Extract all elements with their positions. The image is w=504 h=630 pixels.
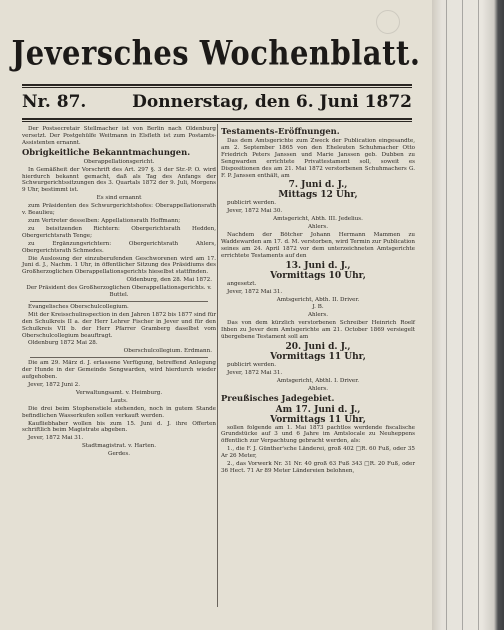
notice-paragraph: Oldenburg 1872 Mai 28. — [28, 340, 98, 347]
notice-paragraph: Jever, 1872 Juni 2. — [28, 382, 81, 388]
notice-paragraph: Nachdem der Bötcher Johann Hermann Mammen zu Waddewarden am 17. d. M. verstorben, wird Termin zur Publication seines am 24. April 1872 vor dem unterzeichneten Amtsgerichte errichtete Testaments auf den — [221, 232, 415, 259]
notice-paragraph: sollen folgende am 1. Mai 1873 pachtlos werdende fiscalische Grundstücke auf 3 und 6 Jahre im Amtslocale zu Neuheppens öffentlich zur Verpachtung gebracht werden, als: — [221, 424, 415, 445]
notice-paragraph: Das von dem kürzlich verstorbenen Schreiber Heinrich Roelf Ihben zu Jever dem Amtsgerichte am 21. October 1869 versiegelt übergebene Testament soll am — [221, 320, 415, 341]
masthead-title: Jeversches Wochenblatt. — [11, 33, 421, 73]
notice-paragraph: publicirt werden. — [227, 361, 277, 368]
signature-line: Gerdes. — [108, 451, 130, 458]
notice-paragraph: Jever, 1872 Mai 31. — [227, 369, 283, 376]
notice-paragraph: Das dem Amtsgerichte zum Zweck der Publication eingesandte, am 2. September 1865 von den Eheleuten Schuhmacher Otto Friedrich Peters Janssen und Marie Janssen geb. Dubben zu Sengwarden errichtete Privattestament soll, soweit es Dispositionen des am 21. Mai 1872 verstorbenen Schuhmachers G. F. P. Janssen enthält, am — [221, 138, 415, 179]
notice-paragraph: zu beisitzenden Richtern: Obergerichtsrath Hedden, Obergerichtsrath Tenge; — [22, 225, 216, 239]
notice-paragraph: Jever, 1872 Mai 30. — [227, 208, 283, 215]
notice-paragraph: angesetzt. — [227, 280, 257, 287]
right-column — [221, 126, 415, 476]
section-separator — [30, 357, 208, 358]
notice-paragraph: Evangelisches Oberschulcollegium. — [28, 303, 129, 310]
dateline: Oberschulcollegium. Erdmann. — [123, 348, 212, 355]
date-time-emphasis: Vormittags 10 Uhr, — [270, 270, 366, 281]
section-heading: Testaments-Eröffnungen. — [221, 126, 340, 136]
signature-line: Verwaltungsamt. v. Heimburg. — [75, 389, 163, 396]
signature-line: Ahlers. — [307, 224, 329, 231]
signature-line: Ahlers. — [307, 385, 329, 392]
notice-paragraph: Jever, 1872 Mai 31. — [227, 288, 283, 295]
notice-paragraph: 1., die F. J. Günther'sche Länderei, groß 402 □R. 60 Fuß, oder 35 Ar 26 Meter, — [221, 446, 415, 460]
signature-line: Oberappellationsgericht. — [83, 158, 155, 165]
notice-paragraph: Kaufliebhaber wollen bis zum 15. Juni d. J. ihre Offerten schriftlich beim Magistrate abgeben. — [22, 420, 216, 434]
date-time-emphasis: 20. Juni d. J., — [285, 341, 351, 352]
signature-line: Amtsgericht, Abth. III. Jedelius. — [273, 216, 363, 223]
header-rule-thin — [22, 121, 412, 122]
notice-paragraph: Der Postsecretair Stellmacher ist von Berlin nach Oldenburg versetzt. Der Postgehülfe Weitmann in Elsfleth ist zum Postamts-Assistenten ernannt. — [22, 126, 216, 146]
signature-line: J. B. — [312, 304, 324, 311]
signature-line: Ahlers. — [307, 312, 329, 319]
notice-paragraph: zu Ergänzungsrichtern: Obergerichtsrath Ahlers, Obergerichtsrath Schmedes. — [22, 240, 216, 254]
signature-line: Lauts. — [110, 397, 128, 404]
notice-paragraph: 2., das Vorwerk Nr. 31 Nr. 40 groß 63 Fuß 343 □R. 20 Fuß, oder 36 Hect. 71 Ar 89 Meter Ländereien belohnen, — [221, 461, 415, 474]
top-rule — [22, 84, 412, 86]
library-stamp-mark — [376, 10, 400, 34]
notice-paragraph: zum Präsidenten des Schwurgerichtshofes: Oberappellationsrath v. Beaulieu; — [22, 203, 216, 217]
notice-paragraph: In Gemäßheit der Vorschrift des Art. 297 §. 3 der Str.-P. O. wird hierdurch bekannt gemacht, daß als Tag des Anfangs der Schwurgerichtssitzungen des 3. Quartals 1872 der 9. Juli, Morgens 9 Uhr, bestimmt ist. — [22, 166, 216, 194]
signature-line: Amtsgericht, Abthl. I. Driver. — [276, 377, 360, 384]
notice-paragraph: Die drei beim Stophenstiele stehenden, noch in gutem Stande befindlichen Wasserkufen sollen verkauft werden. — [22, 405, 216, 419]
signature-line: Der Präsident des Großherzoglichen Oberappellationsgerichts. v. Buttel. — [26, 285, 212, 299]
date-time-emphasis: Vormittags 11 Uhr, — [270, 414, 366, 425]
left-column — [22, 126, 216, 459]
signature-line: Es sind ernannt — [96, 195, 142, 202]
section-heading: Preußisches Jadegebiet. — [221, 392, 335, 403]
book-binding-edge — [432, 0, 504, 630]
issue-line — [22, 92, 412, 112]
dateline: Oldenburg, den 28. Mai 1872. — [126, 277, 212, 284]
notice-paragraph: Die Auslosung der einzuberufenden Geschworenen wird am 17. Juni d. J., Nachm. 1 Uhr, in öffentlicher Sitzung des Präsidiums des Großherzoglichen Oberappellationsgerichts hieselbst stattfinden. — [22, 255, 216, 276]
column-divider — [217, 124, 218, 607]
notice-paragraph: Jever, 1872 Mai 31. — [28, 435, 84, 442]
section-heading: Obrigkeitliche Bekanntmachungen. — [22, 146, 191, 157]
date-time-emphasis: 13. Juni d. J., — [285, 260, 351, 271]
date-time-emphasis: Mittags 12 Uhr, — [278, 190, 358, 201]
issue-number: Nr. 87. — [22, 92, 87, 112]
date-time-emphasis: Am 17. Juni d. J., — [275, 404, 361, 415]
notice-paragraph: zum Vertreter desselben: Appellationsrath Hoffmann; — [28, 217, 181, 224]
issue-date: Donnerstag, den 6. Juni 1872 — [132, 92, 412, 112]
notice-paragraph: publicirt werden. — [227, 200, 277, 207]
signature-line: Stadtmagistrat. v. Harten. — [81, 443, 157, 450]
notice-paragraph: Die am 29. März d. J. erlassene Verfügung, betreffend Anlegung der Hunde in der Gemeinde Sengwarden, wird hierdurch wieder aufgehoben. — [22, 360, 216, 381]
section-separator — [30, 301, 208, 302]
date-time-emphasis: Vormittags 11 Uhr, — [270, 351, 366, 362]
header-rule — [22, 118, 412, 120]
top-rule-thin — [22, 87, 412, 88]
date-time-emphasis: 7. Juni d. J., — [288, 180, 348, 191]
notice-paragraph: Mit der Kreisschulinspection in den Jahren 1872 bis 1877 sind für den Schulkreis II a. der Herr Lehrer Fischer in Jever und für den Schulkreis VII b. der Herr Pfarrer Gramberg daselbst vom Oberschulcollegium beauftragt. — [22, 311, 216, 339]
signature-line: Amtsgericht, Abth. II. Driver. — [276, 296, 360, 303]
